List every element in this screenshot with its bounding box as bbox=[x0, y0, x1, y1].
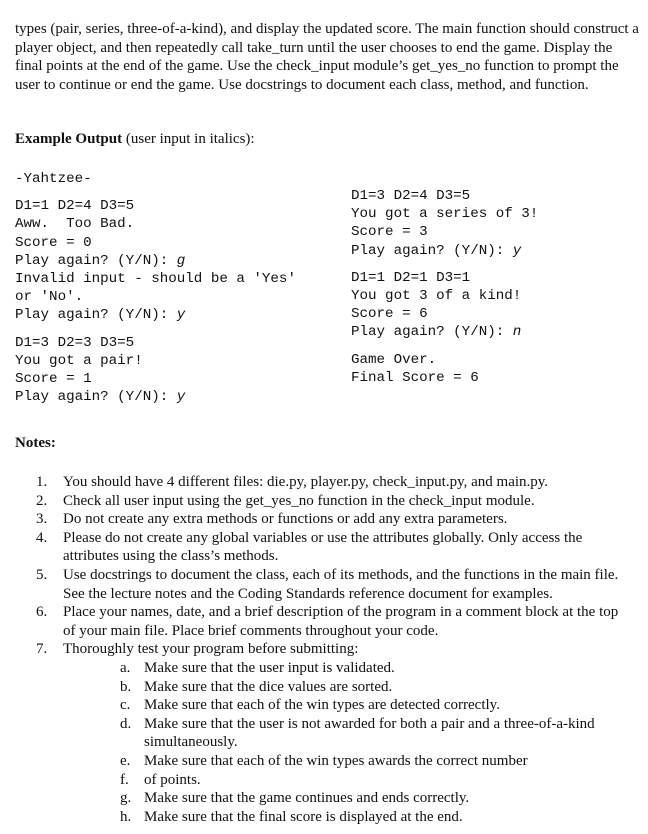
example-output-right-column bbox=[351, 187, 538, 387]
note-subitem bbox=[63, 678, 634, 697]
note-number: 1. bbox=[36, 474, 48, 490]
console-text: or 'No'. bbox=[15, 289, 84, 306]
note-item bbox=[30, 640, 634, 826]
note-item bbox=[30, 566, 634, 603]
console-line bbox=[351, 223, 538, 241]
note-number: 5. bbox=[36, 566, 48, 583]
user-input-text: y bbox=[176, 307, 186, 324]
user-input-text: y bbox=[512, 242, 522, 259]
console-text: You got 3 of a kind! bbox=[351, 287, 522, 304]
note-number: 2. bbox=[36, 492, 48, 509]
console-text: Final Score = 6 bbox=[351, 369, 479, 386]
subitem-letter: b. bbox=[120, 678, 132, 695]
console-line bbox=[15, 197, 296, 215]
note-subitem bbox=[63, 752, 634, 771]
console-line bbox=[351, 242, 538, 260]
subitem-letter: h. bbox=[120, 808, 132, 825]
note-item bbox=[30, 603, 634, 640]
console-text: Play again? (Y/N): bbox=[351, 324, 513, 341]
subitem-text: Make sure that the user is not awarded for both a pair and a three-of-a-kind simultaneously. bbox=[144, 715, 595, 751]
console-line bbox=[15, 288, 296, 306]
note-text: Do not create any extra methods or functions or add any extra parameters. bbox=[63, 511, 508, 528]
console-text: Score = 6 bbox=[351, 306, 428, 323]
console-line bbox=[15, 370, 296, 388]
note-subitem bbox=[63, 808, 634, 827]
console-gap bbox=[15, 325, 296, 334]
subitem-text: of points. bbox=[144, 771, 201, 788]
note-subitem bbox=[63, 696, 634, 715]
console-line bbox=[351, 205, 538, 223]
user-input-text: y bbox=[176, 389, 186, 406]
note-subitem bbox=[63, 771, 634, 790]
note-subitem bbox=[63, 789, 634, 808]
subitem-letter: d. bbox=[120, 715, 132, 732]
console-line bbox=[351, 187, 538, 205]
console-text: Game Over. bbox=[351, 351, 437, 368]
subitem-text: Make sure that the user input is validated. bbox=[144, 659, 395, 676]
note-text: You should have 4 different files: die.py, player.py, check_input.py, and main.py. bbox=[63, 474, 549, 490]
console-line bbox=[15, 215, 296, 233]
console-text: Play again? (Y/N): bbox=[351, 242, 513, 259]
console-line bbox=[15, 388, 296, 406]
note-text: Check all user input using the get_yes_no function in the check_input module. bbox=[63, 492, 535, 509]
notes-heading: Notes: bbox=[15, 435, 56, 451]
console-text: D1=1 D2=1 D3=1 bbox=[351, 269, 471, 286]
console-line bbox=[15, 352, 296, 370]
console-line bbox=[15, 170, 296, 188]
subitem-letter: c. bbox=[120, 697, 131, 714]
note-text: Thoroughly test your program before submitting: bbox=[63, 641, 359, 658]
example-heading-bold: Example Output bbox=[15, 131, 123, 147]
notes-list bbox=[30, 473, 634, 826]
console-text: Aww. Too Bad. bbox=[15, 216, 135, 233]
console-line bbox=[15, 270, 296, 288]
note-text: Please do not create any global variables or use the attributes globally. Only access the attributes using the class’s methods. bbox=[63, 529, 583, 565]
console-line bbox=[15, 334, 296, 352]
console-text: D1=3 D2=3 D3=5 bbox=[15, 334, 135, 351]
note-item bbox=[30, 529, 634, 566]
note-subitem bbox=[63, 659, 634, 678]
console-line bbox=[15, 306, 296, 324]
console-text: You got a series of 3! bbox=[351, 206, 539, 223]
console-line bbox=[351, 305, 538, 323]
user-input-text: g bbox=[176, 252, 186, 269]
user-input-text: n bbox=[512, 324, 522, 341]
console-text: Play again? (Y/N): bbox=[15, 389, 177, 406]
console-line bbox=[351, 369, 538, 387]
note-text: Use docstrings to document the class, each of its methods, and the functions in the main file. See the lecture notes and the Coding Standards reference document for examples. bbox=[63, 566, 619, 602]
console-gap bbox=[15, 188, 296, 197]
subitem-letter: e. bbox=[120, 752, 131, 769]
note-item bbox=[30, 473, 634, 492]
console-text: You got a pair! bbox=[15, 352, 143, 369]
intro-paragraph: types (pair, series, three-of-a-kind), and display the updated score. The main function should construct a player object, and then repeatedly call take_turn until the user chooses to end the game. Display the final points at the end of the game. Use the check_input module’s get_yes_no function to prompt the user to continue or end the game. Use docstrings to document each class, method, and function. bbox=[15, 21, 639, 93]
console-gap bbox=[351, 342, 538, 351]
note-item bbox=[30, 492, 634, 511]
note-item bbox=[30, 510, 634, 529]
subitem-letter: a. bbox=[120, 659, 131, 676]
console-text: Score = 1 bbox=[15, 370, 92, 387]
note-number: 3. bbox=[36, 511, 48, 528]
note-number: 4. bbox=[36, 529, 48, 546]
console-line bbox=[351, 351, 538, 369]
console-text: Invalid input - should be a 'Yes' bbox=[15, 270, 296, 287]
console-text: Score = 3 bbox=[351, 224, 428, 241]
subitem-text: Make sure that the dice values are sorted. bbox=[144, 678, 393, 695]
console-text: -Yahtzee- bbox=[15, 171, 92, 187]
note-number: 6. bbox=[36, 604, 48, 621]
note-text: Place your names, date, and a brief description of the program in a comment block at the top of your main file. Place brief comments throughout your code. bbox=[63, 604, 619, 639]
console-gap bbox=[351, 260, 538, 269]
console-line bbox=[15, 252, 296, 270]
console-line bbox=[15, 234, 296, 252]
subitem-text: Make sure that each of the win types awards the correct number bbox=[144, 752, 528, 769]
console-text: Play again? (Y/N): bbox=[15, 252, 177, 269]
subitem-text: Make sure that each of the win types are detected correctly. bbox=[144, 697, 500, 714]
console-text: Score = 0 bbox=[15, 234, 92, 251]
note-number: 7. bbox=[36, 641, 48, 658]
subitem-text: Make sure that the game continues and ends correctly. bbox=[144, 790, 470, 807]
console-text: D1=3 D2=4 D3=5 bbox=[351, 188, 471, 204]
console-line bbox=[351, 323, 538, 341]
example-heading-rest: (user input in italics): bbox=[122, 131, 255, 147]
example-output-heading bbox=[15, 130, 255, 149]
console-line bbox=[351, 287, 538, 305]
console-line bbox=[351, 269, 538, 287]
subitem-letter: f. bbox=[120, 771, 129, 788]
note-sublist bbox=[63, 659, 634, 826]
subitem-letter: g. bbox=[120, 790, 132, 807]
subitem-text: Make sure that the final score is displayed at the end. bbox=[144, 808, 463, 825]
console-text: Play again? (Y/N): bbox=[15, 307, 177, 324]
console-text: D1=1 D2=4 D3=5 bbox=[15, 198, 135, 215]
note-subitem bbox=[63, 715, 634, 752]
example-output-left-column bbox=[15, 170, 296, 406]
